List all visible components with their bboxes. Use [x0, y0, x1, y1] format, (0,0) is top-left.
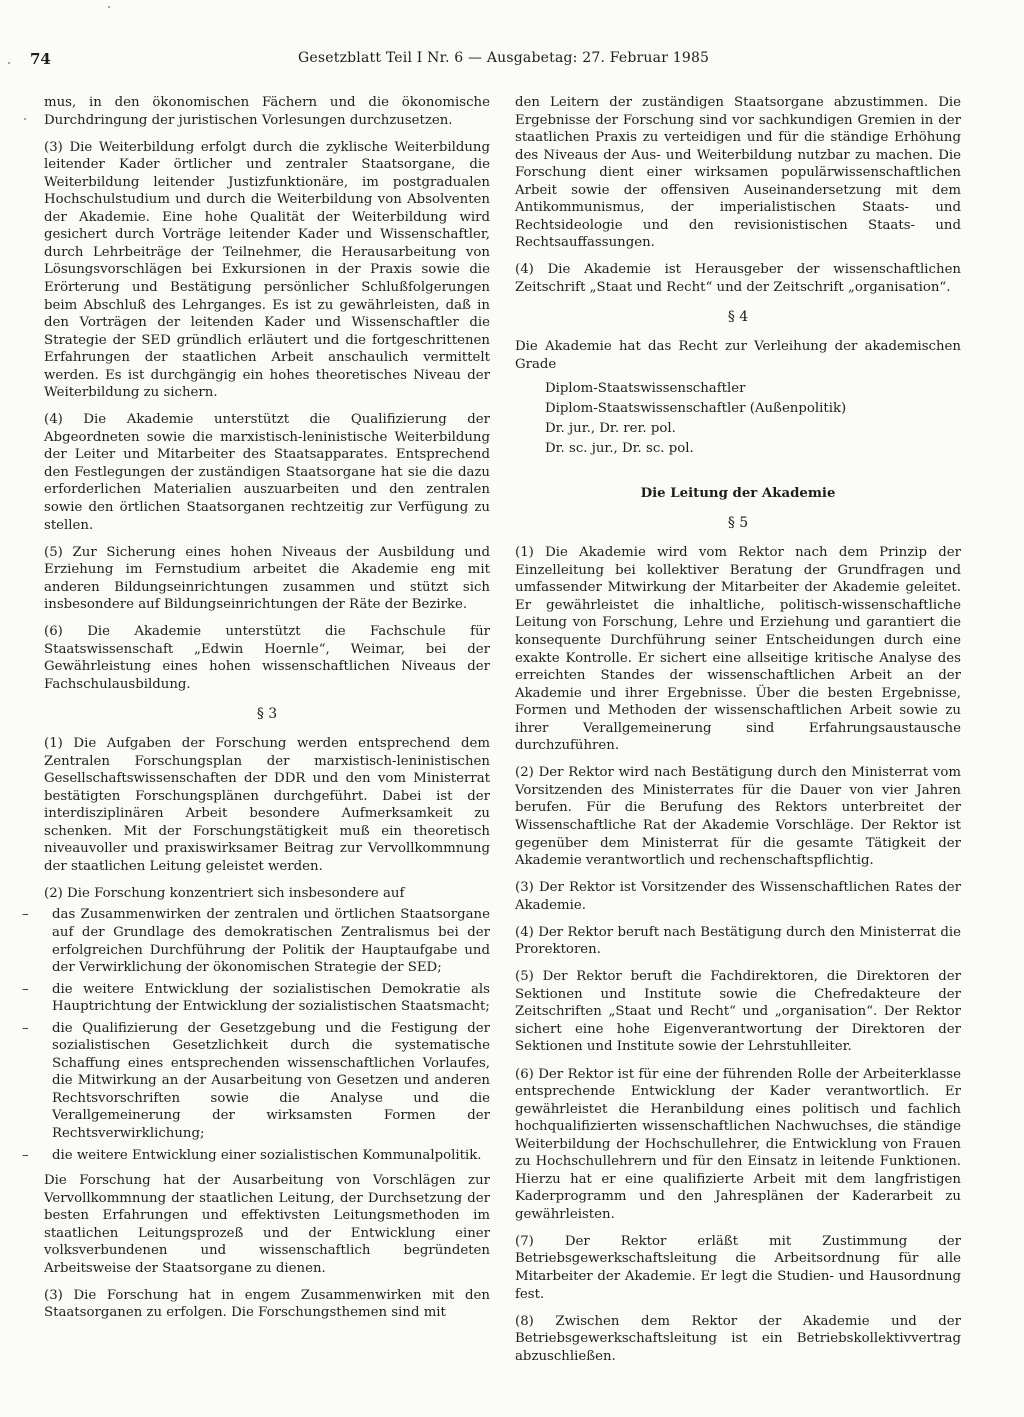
list-item-text: die Qualifizierung der Gesetzgebung und die Festigung der sozialistischen Gesetzlichkeit durch die systematische Schaffung eines entsprechenden wissenschaftlichen Vorlaufes, die Mitwirkung an der Ausarbeitung von Gesetzen und anderen Rechtsvorschriften sowie die Analyse und die Verallgemeinerung der wirksamsten Formen der Rechtsverwirklichung; [52, 1020, 490, 1142]
right-column [515, 94, 961, 1375]
paragraph-3-3-continued: den Leitern der zuständigen Staatsorgane abzustimmen. Die Ergebnisse der Forschung sind vor sachkundigen Gremien in der staatlichen Praxis zu verteidigen und für die ständige Erhöhung des Niveaus der Aus- und Weiterbildung nutzbar zu machen. Die Forschung dient einer wirksamen populärwissenschaftlichen Arbeit sowie der offensiven Auseinandersetzung mit dem Antikommunismus, der imperialistischen Staats- und Rechtsideologie und den revisionistischen Staats- und Rechtsauffassungen. [515, 95, 961, 251]
scan-speck [24, 118, 26, 120]
paragraph-5-8: (8) Zwischen dem Rektor der Akademie und der Betriebsgewerkschaftsleitung ist ein Betriebskollektivvertrag abzuschließen. [515, 1313, 961, 1364]
grade-item: Dr. sc. jur., Dr. sc. pol. [545, 441, 694, 457]
paragraph-5-6: (6) Der Rektor ist für eine der führenden Rolle der Arbeiterklasse entsprechende Entwicklung der Kader verantwortlich. Er gewährleistet die Heranbildung eines politisch und fachlich hochqualifizierten wissenschaftlichen Nachwuchses, die ständige Weiterbildung der Hochschullehrer, die Entwicklung von Frauen zu Hochschullehrern und für den Einsatz in leitende Funktionen. Hierzu hat er eine qualifizierte Arbeit mit dem langfristigen Kaderprogramm und den Jahresplänen der Kaderarbeit zu gewährleisten. [515, 1066, 961, 1222]
paragraph-5-7: (7) Der Rektor erläßt mit Zustimmung der Betriebsgewerkschaftsleitung die Arbeitsordnung für alle Mitarbeiter der Akademie. Er legt die Studien- und Hausordnung fest. [515, 1233, 961, 1302]
list-item [22, 1020, 490, 1143]
list-item-text: die weitere Entwicklung der sozialistischen Demokratie als Hauptrichtung der Entwicklung der sozialistischen Staatsmacht; [52, 981, 490, 1015]
grade-item: Diplom-Staatswissenschaftler (Außenpolitik) [545, 401, 847, 417]
dash-bullet: – [22, 907, 29, 923]
page-number: 74 [30, 50, 51, 68]
section-heading-4: § 4 [727, 308, 749, 325]
grade-item: Diplom-Staatswissenschaftler [545, 381, 746, 397]
list-item-text: die weitere Entwicklung einer sozialistischen Kommunalpolitik. [52, 1147, 482, 1163]
list-item [22, 981, 490, 1016]
dash-bullet: – [22, 1020, 29, 1036]
paragraph-3-3: (3) Die Forschung hat in engem Zusammenwirken mit den Staatsorganen zu erfolgen. Die Forschungsthemen sind mit [44, 1287, 490, 1321]
dash-bullet: – [22, 981, 29, 997]
paragraph-4-intro: Die Akademie hat das Recht zur Verleihung der akademischen Grade [515, 339, 961, 372]
paragraph-3-4: (4) Die Akademie ist Herausgeber der wissenschaftlichen Zeitschrift „Staat und Recht“ und der Zeitschrift „organisation“. [515, 262, 961, 295]
academic-grades-list [545, 379, 961, 459]
paragraph-3-1: (1) Die Aufgaben der Forschung werden entsprechend dem Zentralen Forschungsplan der marxistisch-leninistischen Gesellschaftswissenschaften der DDR und den vom Ministerrat bestätigten Forschungsplänen durchgeführt. Dabei ist der interdisziplinären Arbeit besondere Aufmerksamkeit zu schenken. Mit der Forschungstätigkeit muß ein theoretisch niveauvoller und praxiswirksamer Beitrag zur Vervollkommnung der staatlichen Leitung geleistet werden. [44, 736, 490, 874]
research-focus-list [22, 906, 490, 1164]
paragraph-2-4: (4) Die Akademie unterstützt die Qualifizierung der Abgeordneten sowie die marxistisch-leninistische Weiterbildung der Leiter und Mitarbeiter des Staatsapparates. Entsprechend den Festlegungen der zuständigen Staatsorgane hat sie die dazu erforderlichen Materialien auszuarbeiten und den zentralen sowie den örtlichen Staatsorganen rechtzeitig zur Verfügung zu stellen. [44, 412, 490, 533]
paragraph-5-4: (4) Der Rektor beruft nach Bestätigung durch den Ministerrat die Prorektoren. [515, 924, 961, 958]
paragraph-3-2-outro: Die Forschung hat der Ausarbeitung von Vorschlägen zur Vervollkommnung der staatlichen Leitung, der Durchsetzung der besten Erfahrungen und effektivsten Leitungsmethoden im staatlichen Leitungsprozeß und der Entwicklung einer volksverbundenen und wissenschaftlich begründeten Arbeitsweise der Staatsorgane zu dienen. [44, 1173, 490, 1276]
scan-speck [8, 62, 10, 64]
paragraph-2-5: (5) Zur Sicherung eines hohen Niveaus der Ausbildung und Erziehung im Fernstudium arbeitet die Akademie eng mit anderen Bildungseinrichtungen zusammen und stützt sich insbesondere auf Bildungseinrichtungen der Räte der Bezirke. [44, 544, 490, 613]
left-column [22, 94, 490, 1332]
list-item-text: das Zusammenwirken der zentralen und örtlichen Staatsorgane auf der Grundlage des demokratischen Zentralismus bei der erfolgreichen Durchführung der Politik der Hauptaufgabe und der Verwirklichung der ökonomischen Strategie der SED; [52, 907, 490, 976]
paragraph-5-3: (3) Der Rektor ist Vorsitzender des Wissenschaftlichen Rates der Akademie. [515, 880, 961, 913]
chapter-heading-leitung: Die Leitung der Akademie [640, 486, 836, 502]
paragraph-3-2-intro: (2) Die Forschung konzentriert sich insbesondere auf [44, 885, 405, 901]
paragraph-5-1: (1) Die Akademie wird vom Rektor nach dem Prinzip der Einzelleitung bei kollektiver Beratung der Grundfragen und umfassender Mitwirkung der Mitarbeiter der Akademie geleitet. Er gewährleistet die inhaltliche, politisch-wissenschaftliche Leitung von Forschung, Lehre und Erziehung und garantiert die konsequente Durchführung seiner Entscheidungen durch eine exakte Kontrolle. Er sichert eine allseitige kritische Analyse des erreichten Standes der wissenschaftlichen Arbeit an der Akademie und ihrer Ergebnisse. Über die besten Ergebnisse, Formen und Methoden der wissenschaftlichen Arbeit sowie zu ihrer Verallgemeinerung sind Erfahrungsaustausche durchzuführen. [515, 545, 961, 754]
list-item [22, 1147, 490, 1165]
scan-speck [108, 6, 110, 8]
paragraph-2-3: (3) Die Weiterbildung erfolgt durch die zyklische Weiterbildung leitender Kader örtlicher und zentraler Staatsorgane, die Weiterbildung leitender Justizfunktionäre, im postgradualen Hochschulstudium und durch die Weiterbildung von Absolventen der Akademie. Eine hohe Qualität der Weiterbildung wird gesichert durch Vorträge leitender Kader und Wissenschaftler, durch Lehrbeiträge der Teilnehmer, die Herausarbeitung von Lösungsvorschlägen bei Exkursionen in der Praxis sowie die Erörterung und Bestätigung persönlicher Schlußfolgerungen beim Abschluß des Lehrganges. Es ist zu gewährleisten, daß in den Vorträgen der leitenden Kader und Wissenschaftler die Strategie der SED gründlich erläutert und die fortgeschrittenen Erfahrungen der staatlichen Arbeit anschaulich vermittelt werden. Es ist durchgängig ein hohes theoretisches Niveau der Weiterbildung zu sichern. [44, 139, 490, 401]
grade-item: Dr. jur., Dr. rer. pol. [545, 421, 676, 437]
running-header: Gesetzblatt Teil I Nr. 6 — Ausgabetag: 27. Februar 1985 [298, 50, 710, 66]
paragraph-2-6: (6) Die Akademie unterstützt die Fachschule für Staatswissenschaft „Edwin Hoernle“, Weimar, bei der Gewährleistung eines hohen wissenschaftlichen Niveaus der Fachschulausbildung. [44, 624, 490, 692]
dash-bullet: – [22, 1147, 29, 1163]
section-heading-3: § 3 [256, 705, 278, 722]
list-item [22, 906, 490, 976]
section-heading-5: § 5 [727, 514, 749, 531]
paragraph-5-5: (5) Der Rektor beruft die Fachdirektoren, die Direktoren der Sektionen und Institute sowie die Chefredakteure der Zeitschriften „Staat und Recht“ und „organisation“. Der Rektor sichert eine hohe Eigenverantwortung der Direktoren der Sektionen und Institute sowie der Lehrstuhlleiter. [515, 969, 961, 1055]
paragraph-intro: mus, in den ökonomischen Fächern und die ökonomische Durchdringung der juristischen Vorlesungen durchzusetzen. [44, 95, 490, 128]
paragraph-5-2: (2) Der Rektor wird nach Bestätigung durch den Ministerrat vom Vorsitzenden des Ministerrates für die Dauer von vier Jahren berufen. Für die Berufung des Rektors unterbreitet der Wissenschaftliche Rat der Akademie Vorschläge. Der Rektor ist gegenüber dem Ministerrat für die gesamte Tätigkeit der Akademie verantwortlich und rechenschaftspflichtig. [515, 765, 961, 869]
